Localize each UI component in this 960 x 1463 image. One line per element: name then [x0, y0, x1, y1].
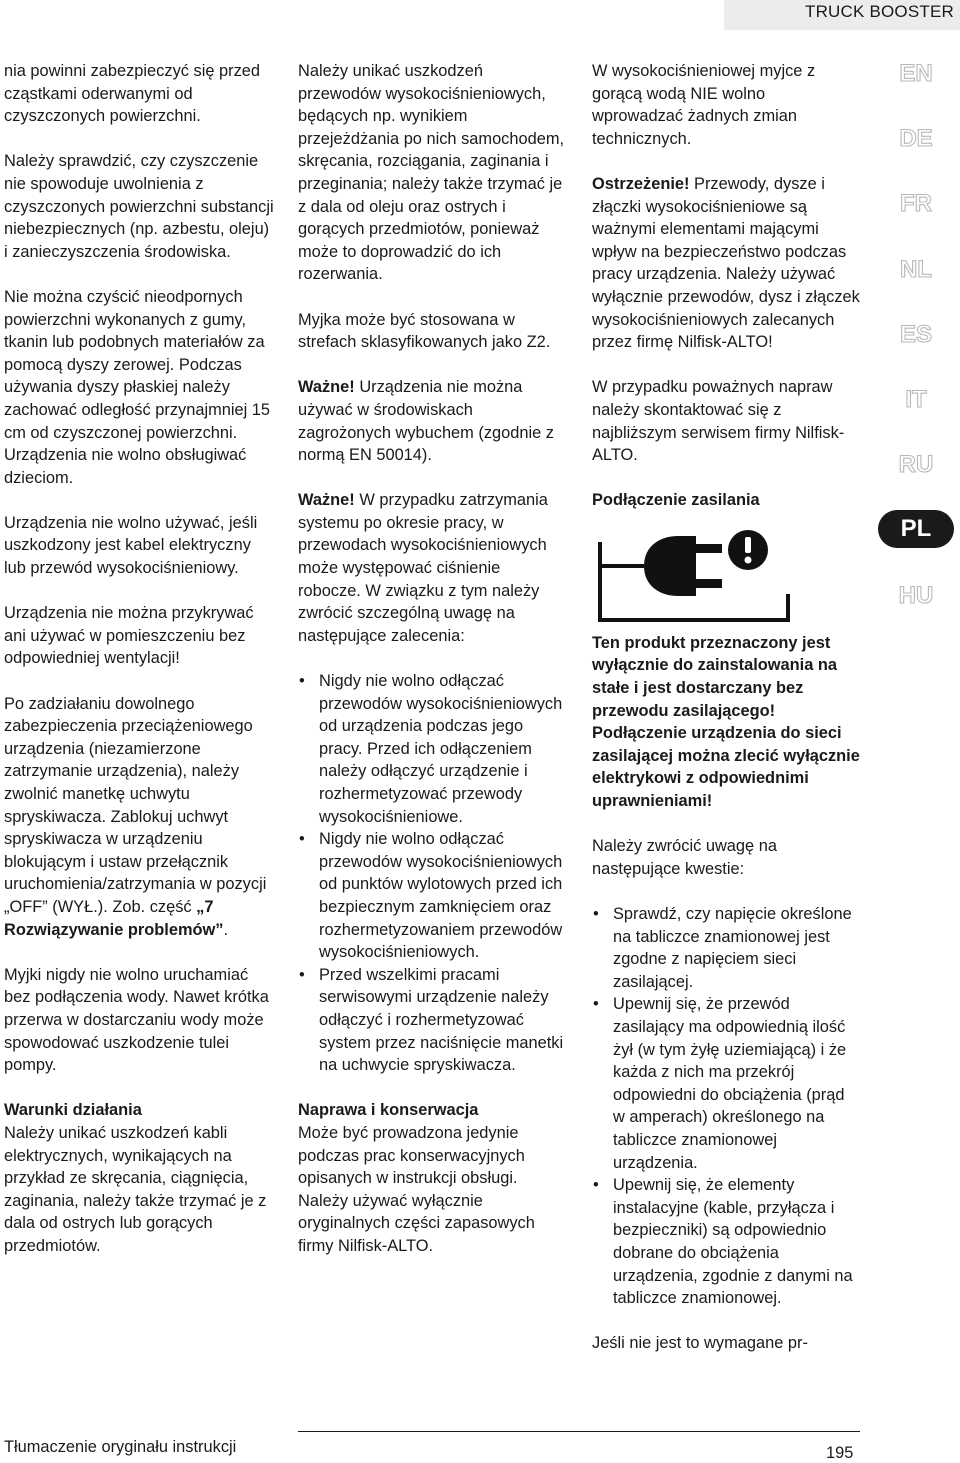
paragraph: [298, 376, 566, 466]
paragraph-text: Należy unikać uszkodzeń kabli elektrycznych, wynikających na przykład ze skręcania, ciągnięcia, zaginania, należy także trzymać je z dala od ostrych lub gorących przedmiotów.: [4, 1123, 267, 1255]
paragraph-text: Urządzenia nie można używać w środowiskach zagrożonych wybuchem (zgodnie z normą EN 50014).: [298, 378, 555, 465]
language-tab-label: HU: [898, 582, 934, 610]
language-tab-label: FR: [900, 190, 932, 218]
language-tab-label: EN: [899, 60, 933, 87]
paragraph: W przypadku poważnych napraw należy skontaktować się z najbliższym serwisem firmy Nilfisk-ALTO.: [592, 378, 845, 465]
section: [298, 1099, 566, 1257]
section: [4, 1099, 276, 1257]
list-item: • Upewnij się, że elementy instalacyjne (kable, przyłącza i bezpieczniki) są odpowiednio dobrane do obciążenia urządzenia, zgodnie z danymi na tabliczce znamionowej.: [592, 1174, 860, 1310]
footer-divider: [298, 1431, 860, 1432]
paragraph: Urządzenia nie wolno używać, jeśli uszkodzony jest kabel elektryczny lub przewód wysokociśnieniowy.: [4, 513, 258, 578]
document-title: TRUCK BOOSTER: [804, 2, 954, 21]
bullet-list: [298, 670, 566, 1077]
language-tab-label: ES: [899, 320, 932, 348]
warning-text: Ten produkt przeznaczony jest wyłącznie do zainstalowania na stałe i jest dostarczany bez przewodu zasilającego! Podłączenie urządzenia do sieci zasilającej można zlecić wyłącznie elektrykowi z odpowiednimi uprawnieniami!: [592, 633, 860, 811]
plug-warning-icon: [592, 512, 860, 624]
paragraph: Urządzenia nie można przykrywać ani używać w pomieszczeniu bez odpowiedniej wentylacji!: [4, 604, 254, 668]
list-item: • Przed wszelkimi pracami serwisowymi urządzenie należy odłączyć i rozhermetyzować system przez naciśnięcie manetki na uchwycie spryskiwacza.: [298, 964, 566, 1077]
footer-caption: Tłumaczenie oryginału instrukcji: [4, 1438, 237, 1456]
paragraph: nia powinni zabezpieczyć się przed cząstkami oderwanymi od czyszczonych powierzchni.: [4, 62, 261, 126]
list-item: • Upewnij się, że przewód zasilający ma odpowiednią ilość żył (w tym żyłę uziemiającą) i że każda z nich ma przekrój odpowiedni do obciążenia (prąd w amperach) określonego na tabliczce znamionowej urządzenia.: [592, 993, 860, 1174]
language-tab-fr[interactable]: [876, 182, 956, 247]
list-item: • Nigdy nie wolno odłączać przewodów wysokociśnieniowych od urządzenia podczas jego pracy. Przed ich odłączeniem należy odłączyć urządzenie i rozhermetyzować przewody wysokociśnieniowe.: [298, 670, 566, 828]
paragraph-text: Przewody, dysze i złączki wysokociśnieniowe są ważnymi elementami mającymi wpływ na bezpieczeństwo podczas pracy urządzenia. Należy używać wyłącznie przewodów, dysz i złączek wysokociśnieniowych zalecanych przez firmę Nilfisk-ALTO!: [592, 174, 860, 352]
paragraph: Myjki nigdy nie wolno uruchamiać bez podłączenia wody. Nawet krótka przerwa w dostarczaniu wody może spowodować uszkodzenie tulei pompy.: [4, 965, 269, 1075]
paragraph-text: W przypadku zatrzymania systemu po okresie pracy, w przewodach wysokociśnieniowych może występować ciśnienie robocze. W związku z tym należy zwrócić szczególną uwagę na następujące zalecenia:: [298, 491, 548, 645]
paragraph: Jeśli nie jest to wymagane pr-: [592, 1334, 808, 1353]
paragraph: W wysokociśnieniowej myjce z gorącą wodą NIE wolno wprowadzać żadnych zmian technicznych.: [592, 62, 816, 148]
language-tab-ru[interactable]: [876, 443, 956, 508]
warning-label: Ważne!: [298, 491, 355, 510]
column-2: [298, 60, 566, 1257]
language-tab-hu[interactable]: [876, 574, 956, 639]
column-3: [592, 60, 860, 1355]
paragraph: Należy sprawdzić, czy czyszczenie nie spowoduje uwolnienia z czyszczonych powierzchni substancji niebezpiecznych (np. azbestu, oleju) i zanieczyszczenia środowiska.: [4, 152, 274, 261]
language-tab-pl-active[interactable]: [876, 508, 956, 574]
page-number: 195: [826, 1444, 854, 1462]
bullet-list: [592, 903, 860, 1310]
paragraph: [592, 173, 860, 354]
paragraph: Nie można czyścić nieodpornych powierzchni wykonanych z gumy, tkanin lub podobnych materiałów za pomocą dyszy zerowej. Podczas używania dyszy płaskiej należy zachować odległość przynajmniej 15 cm od czyszczonej powierzchni. Urządzenia nie wolno obsługiwać dzieciom.: [4, 287, 271, 487]
language-tab-en[interactable]: [876, 52, 956, 117]
paragraph: [4, 693, 276, 942]
language-tab-label: RU: [898, 451, 934, 479]
list-item: • Nigdy nie wolno odłączać przewodów wysokociśnieniowych od punktów wylotowych przed ich bezpiecznym zamknięciem oraz rozhermetyzowaniem przewodów wysokociśnieniowych.: [298, 828, 566, 964]
language-tab-label: IT: [905, 385, 927, 413]
language-tabs: [876, 52, 956, 640]
paragraph-text: Może być prowadzona jedynie podczas prac konserwacyjnych opisanych w instrukcji obsługi. Należy używać wyłącznie oryginalnych części zapasowych firmy Nilfisk-ALTO.: [298, 1123, 535, 1255]
paragraph: Należy unikać uszkodzeń przewodów wysokociśnieniowych, będących np. wynikiem przejeżdżania po nich samochodem, skręcania, rozciągania, zaginania i przeginania; należy także trzymać je z dala od oleju oraz ostrych i gorących przedmiotów, ponieważ może to doprowadzić do ich rozerwania.: [298, 62, 565, 284]
warning-label: Ostrzeżenie!: [592, 174, 690, 193]
section-title: Warunki działania: [4, 1101, 142, 1120]
paragraph: Należy zwrócić uwagę na następujące kwestie:: [592, 837, 777, 878]
paragraph-text: .: [223, 920, 229, 939]
section-title: Podłączenie zasilania: [592, 491, 760, 510]
language-tab-es[interactable]: [876, 313, 956, 378]
language-tab-label: NL: [900, 255, 932, 283]
language-tab-de[interactable]: [876, 117, 956, 182]
header-band: [724, 0, 960, 30]
paragraph: [298, 489, 566, 647]
paragraph-text: Po zadziałaniu dowolnego zabezpieczenia przeciążeniowego urządzenia (niezamierzone zatrzymanie urządzenia), należy zwolnić manetkę uchwytu spryskiwacza. Zablokuj uchwyt spryskiwacza w urządzeniu blokującym i ustaw przełącznik uruchomienia/zatrzymania w pozycji „OFF” (WYŁ.). Zob. część: [4, 694, 267, 916]
language-tab-label: DE: [899, 125, 933, 153]
column-1: [4, 60, 276, 1257]
warning-notice: [592, 632, 860, 813]
language-tab-label: PL: [878, 510, 954, 548]
section-reference: „7 Rozwiązywanie problemów”: [4, 897, 224, 939]
list-item: • Sprawdź, czy napięcie określone na tabliczce znamionowej jest zgodne z napięciem sieci zasilającej.: [592, 903, 860, 993]
warning-label: Ważne!: [298, 378, 355, 397]
language-tab-nl[interactable]: [876, 248, 956, 313]
section-title: Naprawa i konserwacja: [298, 1101, 479, 1120]
language-tab-it[interactable]: [876, 378, 956, 443]
section-heading: [592, 489, 860, 512]
paragraph: Myjka może być stosowana w strefach sklasyfikowanych jako Z2.: [298, 310, 551, 352]
